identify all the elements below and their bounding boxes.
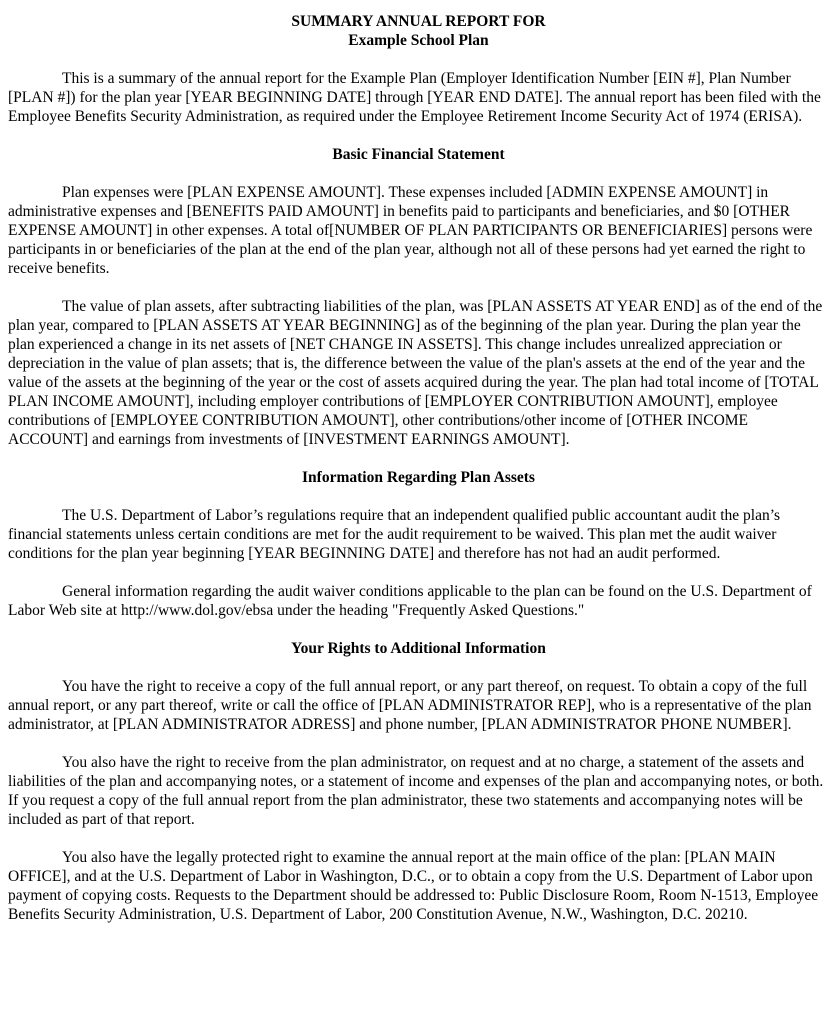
spacer — [8, 734, 829, 753]
spacer — [8, 487, 829, 506]
spacer — [8, 563, 829, 582]
document-title-line-2: Example School Plan — [348, 32, 489, 49]
paragraph-plan-expenses: Plan expenses were [PLAN EXPENSE AMOUNT]. These expenses included [ADMIN EXPENSE AMOUNT] in administrative expenses and [BENEFITS PAID AMOUNT] in benefits paid to participants and beneficiaries, and $0 [OTHER EXPENSE AMOUNT] in other expenses. A total of[NUMBER OF PLAN PARTICIPANTS OR BENEFICIARIES] persons were participants in or beneficiaries of the plan at the end of the plan year, although not all of these persons had yet earned the right to receive benefits. — [8, 184, 813, 277]
spacer — [8, 50, 829, 69]
paragraph-statements-request: You also have the right to receive from the plan administrator, on request and at no charge, a statement of the assets and liabilities of the plan and accompanying notes, or a statement of income and expenses of the plan and accompanying notes, or both. If you request a copy of the full annual report from the plan administrator, these two statements and accompanying notes will be included as part of that report. — [8, 754, 824, 828]
spacer — [8, 829, 829, 848]
paragraph-examine-report: You also have the legally protected right to examine the annual report at the main office of the plan: [PLAN MAIN OFFICE], and at the U.S. Department of Labor in Washington, D.C., or to obtain a copy from the U.S. Department of Labor upon payment of copying costs. Requests to the Department should be addressed to: Public Disclosure Room, Room N-1513, Employee Benefits Security Administration, U.S. Department of Labor, 200 Constitution Avenue, N.W., Washington, D.C. 20210. — [8, 849, 819, 923]
section-heading-basic-financial-statement: Basic Financial Statement — [332, 146, 505, 163]
paragraph-audit-waiver: The U.S. Department of Labor’s regulations require that an independent qualified public accountant audit the plan’s financial statements unless certain conditions are met for the audit requirement to be waived. This plan met the audit waiver conditions for the plan year beginning [YEAR BEGINNING DATE] and therefore has not had an audit performed. — [8, 507, 781, 562]
section-heading-plan-assets: Information Regarding Plan Assets — [302, 469, 535, 486]
spacer — [8, 126, 829, 145]
spacer — [8, 449, 829, 468]
spacer — [8, 620, 829, 639]
paragraph-plan-assets-value: The value of plan assets, after subtracting liabilities of the plan, was [PLAN ASSETS AT YEAR END] as of the end of the plan year, compared to [PLAN ASSETS AT YEAR BEGINNING] as of the beginning of the plan year. During the plan year the plan experienced a change in its net assets of [NET CHANGE IN ASSETS]. This change includes unrealized appreciation or depreciation in the value of plan assets; that is, the difference between the value of the plan's assets at the end of the year and the value of the assets at the beginning of the year or the cost of assets acquired during the year. The plan had total income of [TOTAL PLAN INCOME AMOUNT], including employer contributions of [EMPLOYER CONTRIBUTION AMOUNT], employee contributions of [EMPLOYEE CONTRIBUTION AMOUNT], other contributions/other income of [OTHER INCOME ACCOUNT] and earnings from investments of [INVESTMENT EARNINGS AMOUNT]. — [8, 298, 823, 448]
spacer — [8, 278, 829, 297]
intro-paragraph: This is a summary of the annual report for the Example Plan (Employer Identification Number [EIN #], Plan Number [PLAN #]) for the plan year [YEAR BEGINNING DATE] through [YEAR END DATE]. The annual report has been filed with the Employee Benefits Security Administration, as required under the Employee Retirement Income Security Act of 1974 (ERISA). — [8, 70, 821, 125]
section-heading-additional-information: Your Rights to Additional Information — [291, 640, 546, 657]
spacer — [8, 658, 829, 677]
paragraph-general-information: General information regarding the audit waiver conditions applicable to the plan can be found on the U.S. Department of Labor Web site at http://www.dol.gov/ebsa under the heading "Frequently Asked Questions." — [8, 583, 812, 619]
document-title-line-1: SUMMARY ANNUAL REPORT FOR — [291, 13, 546, 30]
spacer — [8, 164, 829, 183]
paragraph-right-to-copy: You have the right to receive a copy of the full annual report, or any part thereof, on request. To obtain a copy of the full annual report, or any part thereof, write or call the office of [PLAN ADMINISTRATOR REP], who is a representative of the plan administrator, at [PLAN ADMINISTRATOR ADRESS] and phone number, [PLAN ADMINISTRATOR PHONE NUMBER]. — [8, 678, 812, 733]
